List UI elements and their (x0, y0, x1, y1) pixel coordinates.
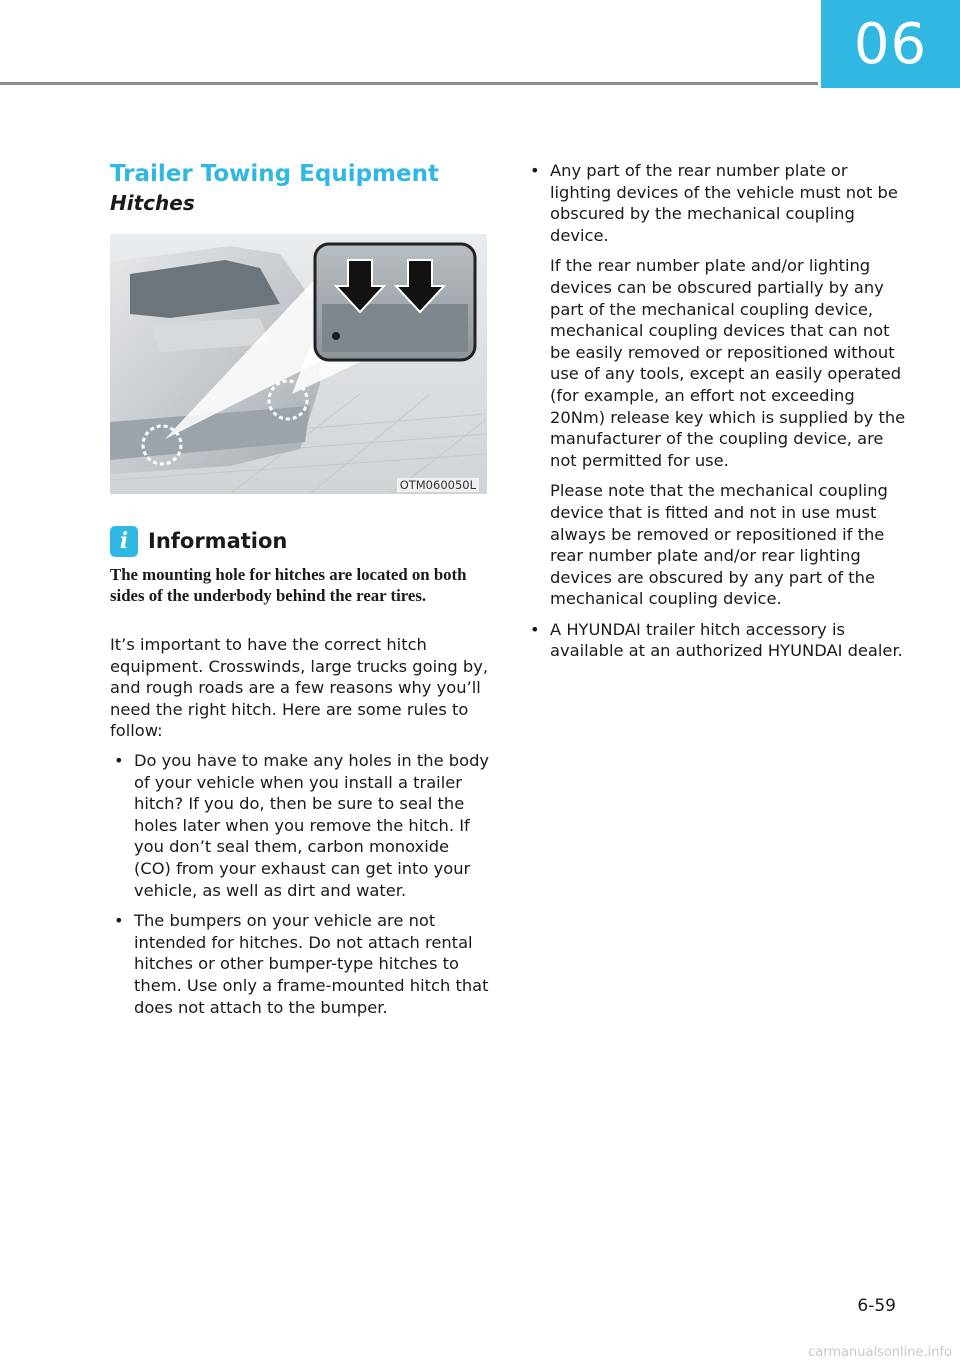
bullet-paragraph: If the rear number plate and/or lighting devices can be obscured partially by any part of the mechanical coupling device, mechanical coupling devices that can not be easily removed or repositioned without use of any tools, except an easily operated (for example, an effort not exceeding 20Nm) release key which is supplied by the manufacturer of the coupling device, are not permitted for use. (550, 256, 906, 470)
subsection-title: Hitches (110, 191, 195, 215)
list-item (526, 619, 906, 662)
information-title: Information (148, 529, 288, 553)
right-column (526, 160, 906, 671)
right-bullet-list (526, 160, 906, 662)
list-item (110, 750, 490, 901)
chapter-number: 06 (853, 11, 928, 77)
list-item (526, 160, 906, 610)
info-icon: i (110, 526, 138, 557)
bullet-text: Do you have to make any holes in the body of your vehicle when you install a trailer hitch? If you do, then be sure to seal the holes later when you remove the hitch. If you don’t seal them, carbon monoxide (CO) from your exhaust can get into your vehicle, as well as dirt and water. (134, 750, 490, 900)
chapter-tab (821, 0, 960, 88)
list-item (110, 910, 490, 1018)
hitch-figure (110, 234, 487, 494)
bullet-icon: • (114, 750, 124, 770)
header-rule (0, 82, 818, 85)
information-text: The mounting hole for hitches are located on both sides of the underbody behind the rear tires. (110, 565, 467, 605)
left-column (110, 158, 490, 1027)
bullet-text: The bumpers on your vehicle are not intended for hitches. Do not attach rental hitches or other bumper-type hitches to them. Use only a frame-mounted hitch that does not attach to the bumper. (134, 911, 489, 1017)
left-bullet-list (110, 750, 490, 1018)
page-number: 6-59 (857, 1296, 896, 1316)
intro-paragraph: It’s important to have the correct hitch equipment. Crosswinds, large trucks going by, and rough roads are a few reasons why you’ll need the right hitch. Here are some rules to follow: (110, 635, 489, 741)
bullet-icon: • (114, 911, 124, 931)
watermark: carmanualsonline.info (808, 1345, 952, 1360)
bullet-text: Any part of the rear number plate or lighting devices of the vehicle must not be obscured by the mechanical coupling device. (550, 161, 898, 245)
bullet-text: A HYUNDAI trailer hitch accessory is available at an authorized HYUNDAI dealer. (550, 619, 903, 661)
figure-code: OTM060050L (397, 478, 479, 492)
bullet-icon: • (530, 619, 540, 639)
bullet-paragraph: Please note that the mechanical coupling device that is fitted and not in use must always be removed or repositioned if the rear number plate and/or rear lighting devices are obscured by any part of the mechanical coupling device. (550, 481, 888, 609)
section-title: Trailer Towing Equipment (110, 161, 439, 187)
bullet-icon: • (530, 161, 540, 180)
vehicle-rear-illustration (110, 234, 487, 494)
information-header (110, 524, 490, 558)
